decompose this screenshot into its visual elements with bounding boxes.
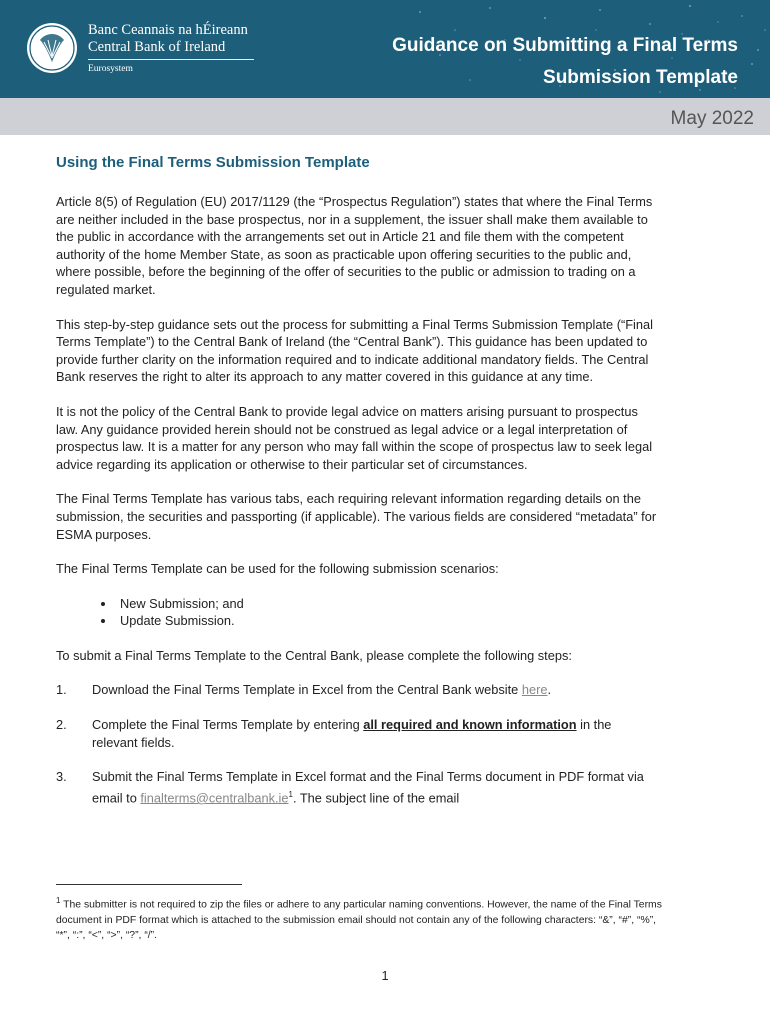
page-number: 1 — [381, 968, 389, 983]
step-text: Download the Final Terms Template in Excel from the Central Bank website — [92, 682, 522, 698]
paragraph-template-tabs: The Final Terms Template has various tabs, each requiring relevant information regarding details on the submission, the securities and passporting (if applicable). The various fields are considered “metadata” for ESMA purposes. — [56, 491, 657, 542]
step-number: 3. — [56, 769, 67, 785]
document-title-line2: Submission Template — [543, 67, 738, 88]
step-text-end: . — [547, 682, 552, 698]
paragraph-guidance-scope: This step-by-step guidance sets out the process for submitting a Final Terms Submission Template (“Final Terms Template”) to the Central Bank of Ireland (the “Central Bank”). This guidance has been updated to provide further clarity on the information required and to indicate additional mandatory fields. The Central Bank reserves the right to alter its approach to any matter covered in this guidance at any time. — [56, 316, 653, 385]
footnote-marker: 1 — [56, 896, 61, 905]
header-banner — [0, 0, 770, 98]
step-2 — [56, 716, 660, 751]
paragraph-scenarios-intro: The Final Terms Template can be used for the following submission scenarios: — [56, 561, 499, 577]
step-text-end: . The subject line of the email — [292, 790, 460, 806]
main-content — [56, 154, 660, 824]
required-info-emphasis: all required and known information — [363, 717, 577, 733]
footnote — [56, 893, 662, 944]
template-download-link[interactable]: here — [521, 682, 548, 698]
bank-name-english: Central Bank of Ireland — [88, 39, 226, 55]
footnote-divider — [56, 884, 242, 885]
step-1 — [56, 681, 660, 699]
paragraph-prospectus-regulation: Article 8(5) of Regulation (EU) 2017/1129 (the “Prospectus Regulation”) states that where the Final Terms are neither included in the base prospectus, nor in a supplement, the issuer shall make them available to the public in accordance with the arrangements set out in Article 21 and file them with the competent authority of the home Member State, as soon as practicable upon offering securities to the public and, where possible, before the beginning of the offer of securities to the public or admission to trading on a regulated market. — [56, 194, 653, 297]
step-number: 1. — [56, 682, 67, 698]
email-link[interactable]: finalterms@centralbank.ie — [140, 790, 289, 806]
date-bar — [0, 98, 770, 135]
bank-name-block — [88, 22, 254, 75]
eurosystem-label: Eurosystem — [88, 64, 133, 74]
steps-intro: To submit a Final Terms Template to the Central Bank, please complete the following steps: — [56, 647, 572, 663]
document-date: May 2022 — [670, 108, 754, 129]
paragraph-legal-advice: It is not the policy of the Central Bank to provide legal advice on matters arising pursuant to prospectus law. Any guidance provided herein should not be construed as legal advice or a legal interpretation of prospectus law. It is a matter for any person who may fall within the scope of prospectus law to seek legal advice regarding its application or otherwise to their particular set of circumstances. — [56, 403, 653, 472]
document-title-line1: Guidance on Submitting a Final Terms — [392, 35, 738, 56]
step-3 — [56, 768, 660, 806]
footnote-reference: 1 — [288, 789, 293, 799]
step-text: Submit the Final Terms Template in Excel format and the Final Terms document in PDF format via email to — [92, 769, 644, 806]
list-item: • Update Submission. — [116, 612, 660, 630]
section-title: Using the Final Terms Submission Template — [56, 154, 370, 171]
step-text: Complete the Final Terms Template by entering — [92, 717, 364, 733]
step-number: 2. — [56, 717, 67, 733]
footnote-text: The submitter is not required to zip the files or adhere to any particular naming conventions. However, the name of the Final Terms document in PDF format which is attached to the submission email should not contain any of the following characters: “&”, “#”, “%”, “*”, “:”, “<”, “>”, “?”, “/”. — [56, 899, 662, 942]
central-bank-harp-logo — [26, 22, 78, 74]
scenario-list — [56, 595, 660, 630]
bank-name-irish: Banc Ceannais na hÉireann — [88, 22, 248, 38]
bank-name-divider — [88, 59, 254, 60]
document-title — [392, 30, 738, 94]
step-text-end: in the relevant fields. — [92, 717, 612, 750]
list-item: • New Submission; and — [116, 595, 660, 613]
